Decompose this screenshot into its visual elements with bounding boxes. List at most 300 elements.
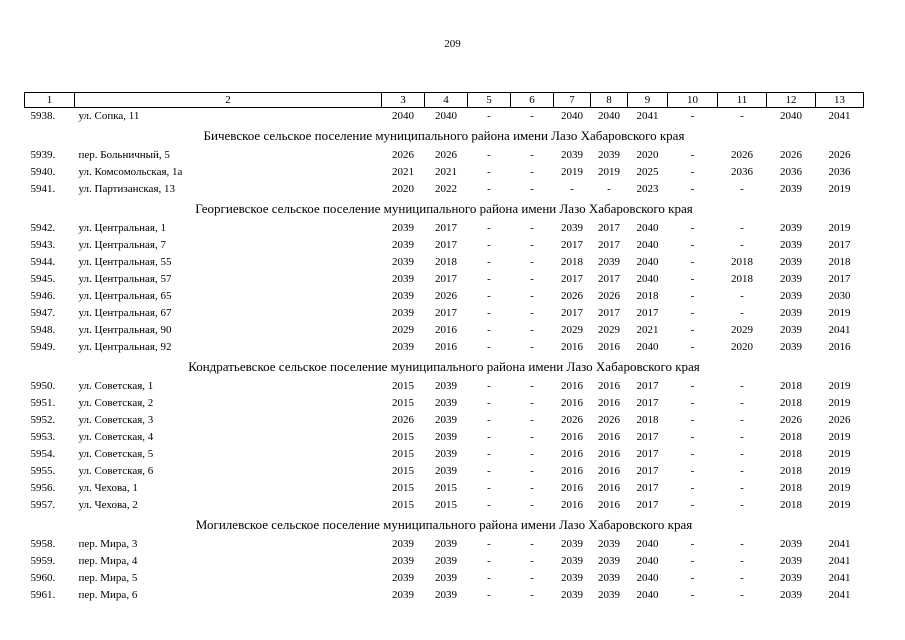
year-cell: 2039 [435, 465, 457, 477]
year-cell: - [487, 273, 491, 285]
year-cell: - [690, 256, 695, 268]
row-number: 5950. [30, 380, 56, 392]
year-cell: 2016 [561, 482, 583, 494]
address-cell: ул. Центральная, 67 [78, 307, 172, 319]
year-cell: 2040 [435, 110, 457, 122]
year-cell: - [740, 499, 744, 511]
year-cell: 2030 [828, 290, 851, 302]
year-cell: - [690, 431, 695, 443]
address-cell: ул. Центральная, 92 [78, 341, 172, 353]
row-number: 5947. [30, 307, 56, 319]
section-title: Могилевское сельское поселение муниципального района имени Лазо Хабаровского края [195, 517, 693, 532]
year-cell: - [530, 482, 534, 494]
address-cell: ул. Комсомольская, 1а [78, 166, 183, 178]
year-cell: 2029 [392, 324, 414, 336]
row-number: 5945. [30, 273, 56, 285]
year-cell: - [690, 307, 695, 319]
year-cell: 2019 [828, 431, 851, 443]
year-cell: 2025 [636, 166, 659, 178]
year-cell: 2039 [561, 555, 583, 567]
year-cell: 2039 [392, 555, 414, 567]
year-cell: - [690, 414, 695, 426]
year-cell: 2016 [561, 380, 583, 392]
year-cell: 2039 [780, 256, 802, 268]
year-cell: - [487, 482, 491, 494]
year-cell: 2040 [636, 341, 659, 353]
year-cell: 2016 [598, 448, 620, 460]
year-cell: 2017 [598, 307, 620, 319]
year-cell: 2040 [636, 222, 659, 234]
year-cell: - [740, 589, 744, 601]
row-number: 5944. [30, 256, 56, 268]
year-cell: 2018 [636, 414, 659, 426]
address-cell: ул. Центральная, 55 [78, 256, 172, 268]
year-cell: 2039 [392, 239, 414, 251]
year-cell: 2039 [392, 290, 414, 302]
year-cell: 2017 [435, 239, 457, 251]
year-cell: 2015 [392, 380, 414, 392]
year-cell: - [487, 149, 491, 161]
year-cell: 2039 [780, 239, 802, 251]
year-cell: 2026 [828, 414, 851, 426]
address-cell: ул. Советская, 1 [78, 380, 154, 392]
year-cell: 2026 [598, 290, 620, 302]
year-cell: 2040 [636, 572, 659, 584]
year-cell: - [740, 431, 744, 443]
address-cell: ул. Партизанская, 13 [78, 183, 175, 195]
year-cell: 2018 [780, 448, 802, 460]
row-number: 5959. [30, 555, 56, 567]
year-cell: 2039 [435, 380, 457, 392]
year-cell: - [690, 555, 695, 567]
year-cell: - [530, 256, 534, 268]
year-cell: - [487, 589, 491, 601]
year-cell: 2039 [780, 183, 802, 195]
row-number: 5943. [30, 239, 56, 251]
year-cell: 2029 [731, 324, 753, 336]
table-row [25, 395, 864, 412]
table-row [25, 288, 864, 305]
year-cell: - [740, 397, 744, 409]
year-cell: - [530, 166, 534, 178]
section-title: Бичевское сельское поселение муниципального района имени Лазо Хабаровского края [203, 128, 685, 143]
year-cell: - [487, 431, 491, 443]
table-row [25, 237, 864, 254]
year-cell: 2021 [435, 166, 457, 178]
year-cell: 2017 [435, 273, 457, 285]
year-cell: - [690, 183, 695, 195]
year-cell: 2017 [636, 465, 659, 477]
year-cell: - [690, 324, 695, 336]
year-cell: 2041 [636, 110, 659, 122]
year-cell: 2018 [731, 256, 753, 268]
year-cell: 2018 [780, 482, 802, 494]
year-cell: 2039 [780, 307, 802, 319]
table-row [25, 254, 864, 271]
year-cell: 2015 [392, 448, 414, 460]
year-cell: - [690, 341, 695, 353]
table-row [25, 108, 864, 126]
column-header: 12 [767, 93, 816, 108]
year-cell: 2029 [598, 324, 620, 336]
row-number: 5946. [30, 290, 56, 302]
year-cell: - [607, 183, 611, 195]
year-cell: 2016 [598, 341, 620, 353]
year-cell: - [487, 499, 491, 511]
year-cell: - [487, 183, 491, 195]
year-cell: 2039 [780, 538, 802, 550]
year-cell: 2039 [561, 538, 583, 550]
row-number: 5949. [30, 341, 56, 353]
year-cell: - [530, 414, 534, 426]
table-row [25, 553, 864, 570]
year-cell: - [530, 538, 534, 550]
year-cell: 2023 [636, 183, 659, 195]
address-cell: ул. Советская, 2 [78, 397, 154, 409]
year-cell: 2021 [392, 166, 414, 178]
year-cell: 2039 [435, 431, 457, 443]
year-cell: - [530, 341, 534, 353]
address-cell: ул. Центральная, 7 [78, 239, 166, 251]
year-cell: 2039 [392, 222, 414, 234]
year-cell: 2020 [392, 183, 414, 195]
year-cell: 2019 [828, 448, 851, 460]
row-number: 5956. [30, 482, 56, 494]
row-number: 5951. [30, 397, 56, 409]
year-cell: 2039 [780, 290, 802, 302]
year-cell: 2022 [435, 183, 457, 195]
row-number: 5958. [30, 538, 56, 550]
year-cell: - [487, 166, 491, 178]
row-number: 5938. [30, 110, 56, 122]
address-cell: ул. Центральная, 1 [78, 222, 166, 234]
row-number: 5960. [30, 572, 56, 584]
year-cell: 2041 [828, 572, 851, 584]
year-cell: - [530, 290, 534, 302]
row-number: 5955. [30, 465, 56, 477]
year-cell: - [487, 414, 491, 426]
year-cell: 2040 [636, 273, 659, 285]
year-cell: 2026 [435, 290, 457, 302]
year-cell: 2040 [561, 110, 583, 122]
year-cell: 2039 [561, 222, 583, 234]
year-cell: - [530, 222, 534, 234]
year-cell: 2039 [598, 538, 620, 550]
year-cell: - [740, 110, 744, 122]
year-cell: - [530, 273, 534, 285]
year-cell: - [690, 572, 695, 584]
year-cell: 2018 [780, 380, 802, 392]
year-cell: - [487, 555, 491, 567]
year-cell: - [740, 380, 744, 392]
column-header: 2 [75, 93, 382, 108]
year-cell: 2018 [561, 256, 583, 268]
column-header: 6 [511, 93, 554, 108]
year-cell: 2039 [392, 538, 414, 550]
year-cell: 2036 [780, 166, 802, 178]
table-row [25, 429, 864, 446]
year-cell: 2036 [828, 166, 851, 178]
year-cell: - [487, 341, 491, 353]
year-cell: - [487, 324, 491, 336]
year-cell: - [487, 538, 491, 550]
year-cell: 2018 [780, 397, 802, 409]
column-header: 13 [816, 93, 864, 108]
year-cell: 2017 [636, 307, 659, 319]
row-number: 5948. [30, 324, 56, 336]
year-cell: 2039 [392, 589, 414, 601]
table-row [25, 412, 864, 429]
year-cell: - [740, 414, 744, 426]
year-cell: - [487, 465, 491, 477]
year-cell: 2039 [435, 414, 457, 426]
year-cell: 2016 [561, 465, 583, 477]
year-cell: 2017 [598, 222, 620, 234]
year-cell: 2039 [780, 324, 802, 336]
year-cell: - [690, 239, 695, 251]
year-cell: 2018 [780, 499, 802, 511]
year-cell: 2019 [828, 183, 851, 195]
year-cell: 2026 [598, 414, 620, 426]
year-cell: - [487, 256, 491, 268]
year-cell: - [487, 290, 491, 302]
year-cell: - [530, 465, 534, 477]
row-number: 5957. [30, 499, 56, 511]
year-cell: 2016 [435, 324, 457, 336]
address-cell: ул. Центральная, 65 [78, 290, 172, 302]
table-row [25, 322, 864, 339]
year-cell: 2017 [636, 448, 659, 460]
year-cell: - [690, 380, 695, 392]
year-cell: 2039 [561, 149, 583, 161]
table-row [25, 271, 864, 288]
year-cell: 2036 [731, 166, 753, 178]
year-cell: - [487, 380, 491, 392]
year-cell: 2039 [561, 572, 583, 584]
year-cell: - [740, 538, 744, 550]
table-row [25, 339, 864, 356]
address-cell: ул. Советская, 4 [78, 431, 154, 443]
year-cell: - [690, 538, 695, 550]
row-number: 5939. [30, 149, 56, 161]
year-cell: 2019 [828, 482, 851, 494]
year-cell: - [740, 572, 744, 584]
year-cell: - [740, 239, 744, 251]
year-cell: 2018 [780, 431, 802, 443]
column-header: 8 [591, 93, 628, 108]
year-cell: - [740, 482, 744, 494]
column-header: 5 [468, 93, 511, 108]
year-cell: 2039 [598, 589, 620, 601]
year-cell: - [530, 239, 534, 251]
year-cell: 2017 [636, 397, 659, 409]
housing-schedule-table [24, 92, 864, 604]
address-cell: ул. Центральная, 90 [78, 324, 172, 336]
year-cell: 2016 [435, 341, 457, 353]
row-number: 5942. [30, 222, 56, 234]
column-header: 9 [628, 93, 668, 108]
year-cell: 2039 [392, 256, 414, 268]
table-row [25, 497, 864, 514]
year-cell: - [690, 482, 695, 494]
column-number-header-row [25, 93, 864, 108]
year-cell: 2019 [828, 499, 851, 511]
year-cell: - [530, 397, 534, 409]
year-cell: 2041 [828, 110, 851, 122]
year-cell: - [487, 572, 491, 584]
year-cell: - [690, 589, 695, 601]
year-cell: 2039 [780, 555, 802, 567]
year-cell: - [487, 397, 491, 409]
year-cell: 2040 [636, 589, 659, 601]
year-cell: 2026 [561, 414, 583, 426]
year-cell: 2017 [828, 273, 851, 285]
row-number: 5954. [30, 448, 56, 460]
year-cell: 2017 [828, 239, 851, 251]
section-heading-row [25, 198, 864, 220]
year-cell: 2018 [731, 273, 753, 285]
year-cell: 2029 [561, 324, 583, 336]
year-cell: - [530, 110, 534, 122]
year-cell: - [530, 555, 534, 567]
year-cell: - [690, 166, 695, 178]
year-cell: 2039 [598, 572, 620, 584]
year-cell: - [530, 324, 534, 336]
year-cell: 2041 [828, 324, 851, 336]
year-cell: 2020 [636, 149, 659, 161]
year-cell: 2039 [435, 448, 457, 460]
year-cell: 2019 [828, 222, 851, 234]
column-header: 4 [425, 93, 468, 108]
year-cell: 2019 [828, 465, 851, 477]
year-cell: 2026 [561, 290, 583, 302]
address-cell: ул. Чехова, 2 [78, 499, 138, 511]
year-cell: - [487, 239, 491, 251]
year-cell: 2040 [636, 239, 659, 251]
year-cell: - [530, 149, 534, 161]
table-row [25, 536, 864, 553]
address-cell: пер. Мира, 3 [78, 538, 138, 550]
address-cell: ул. Советская, 5 [78, 448, 154, 460]
year-cell: 2018 [435, 256, 457, 268]
year-cell: 2018 [780, 465, 802, 477]
table-row [25, 378, 864, 395]
section-title: Георгиевское сельское поселение муниципального района имени Лазо Хабаровского края [195, 201, 693, 216]
year-cell: 2017 [561, 307, 583, 319]
address-cell: пер. Больничный, 5 [78, 149, 170, 161]
year-cell: - [690, 465, 695, 477]
year-cell: - [740, 183, 744, 195]
year-cell: 2026 [828, 149, 851, 161]
year-cell: - [530, 448, 534, 460]
table-row [25, 220, 864, 237]
year-cell: - [740, 290, 744, 302]
section-heading-row [25, 514, 864, 536]
year-cell: 2041 [828, 555, 851, 567]
year-cell: - [530, 589, 534, 601]
year-cell: 2039 [561, 589, 583, 601]
year-cell: 2039 [435, 397, 457, 409]
year-cell: - [530, 572, 534, 584]
year-cell: - [570, 183, 574, 195]
year-cell: - [740, 222, 744, 234]
year-cell: 2016 [828, 341, 851, 353]
year-cell: 2040 [636, 256, 659, 268]
year-cell: 2039 [780, 572, 802, 584]
section-heading-row [25, 125, 864, 147]
table-row [25, 587, 864, 604]
year-cell: 2017 [636, 380, 659, 392]
address-cell: ул. Советская, 3 [78, 414, 154, 426]
year-cell: 2017 [636, 482, 659, 494]
year-cell: 2040 [636, 555, 659, 567]
year-cell: 2026 [435, 149, 457, 161]
year-cell: 2017 [598, 273, 620, 285]
year-cell: 2039 [780, 222, 802, 234]
year-cell: 2039 [598, 555, 620, 567]
year-cell: - [530, 499, 534, 511]
year-cell: 2039 [435, 572, 457, 584]
year-cell: - [690, 397, 695, 409]
table-row [25, 570, 864, 587]
row-number: 5961. [30, 589, 56, 601]
year-cell: 2039 [780, 273, 802, 285]
year-cell: 2039 [598, 256, 620, 268]
year-cell: - [487, 222, 491, 234]
year-cell: 2015 [435, 482, 457, 494]
year-cell: 2016 [598, 397, 620, 409]
year-cell: 2039 [435, 589, 457, 601]
year-cell: 2019 [828, 380, 851, 392]
year-cell: 2026 [392, 414, 414, 426]
column-header: 1 [25, 93, 75, 108]
year-cell: 2017 [636, 431, 659, 443]
year-cell: 2039 [598, 149, 620, 161]
table-row [25, 480, 864, 497]
year-cell: - [690, 499, 695, 511]
year-cell: - [487, 448, 491, 460]
year-cell: 2040 [598, 110, 620, 122]
year-cell: 2039 [435, 555, 457, 567]
year-cell: 2017 [435, 307, 457, 319]
year-cell: 2015 [392, 397, 414, 409]
year-cell: 2016 [561, 397, 583, 409]
year-cell: 2016 [561, 341, 583, 353]
year-cell: - [690, 110, 695, 122]
year-cell: - [690, 222, 695, 234]
column-header: 11 [718, 93, 767, 108]
year-cell: 2016 [598, 482, 620, 494]
year-cell: 2015 [435, 499, 457, 511]
year-cell: 2017 [561, 273, 583, 285]
address-cell: ул. Сопка, 11 [78, 110, 140, 122]
row-number: 5940. [30, 166, 56, 178]
year-cell: 2020 [731, 341, 753, 353]
address-cell: ул. Чехова, 1 [78, 482, 138, 494]
year-cell: 2041 [828, 538, 851, 550]
year-cell: 2039 [780, 589, 802, 601]
year-cell: 2015 [392, 482, 414, 494]
table-row [25, 181, 864, 198]
year-cell: 2017 [598, 239, 620, 251]
address-cell: пер. Мира, 4 [78, 555, 138, 567]
year-cell: 2021 [636, 324, 659, 336]
address-cell: ул. Центральная, 57 [78, 273, 172, 285]
row-number: 5952. [30, 414, 56, 426]
column-header: 3 [382, 93, 425, 108]
table-row [25, 164, 864, 181]
year-cell: 2016 [598, 380, 620, 392]
